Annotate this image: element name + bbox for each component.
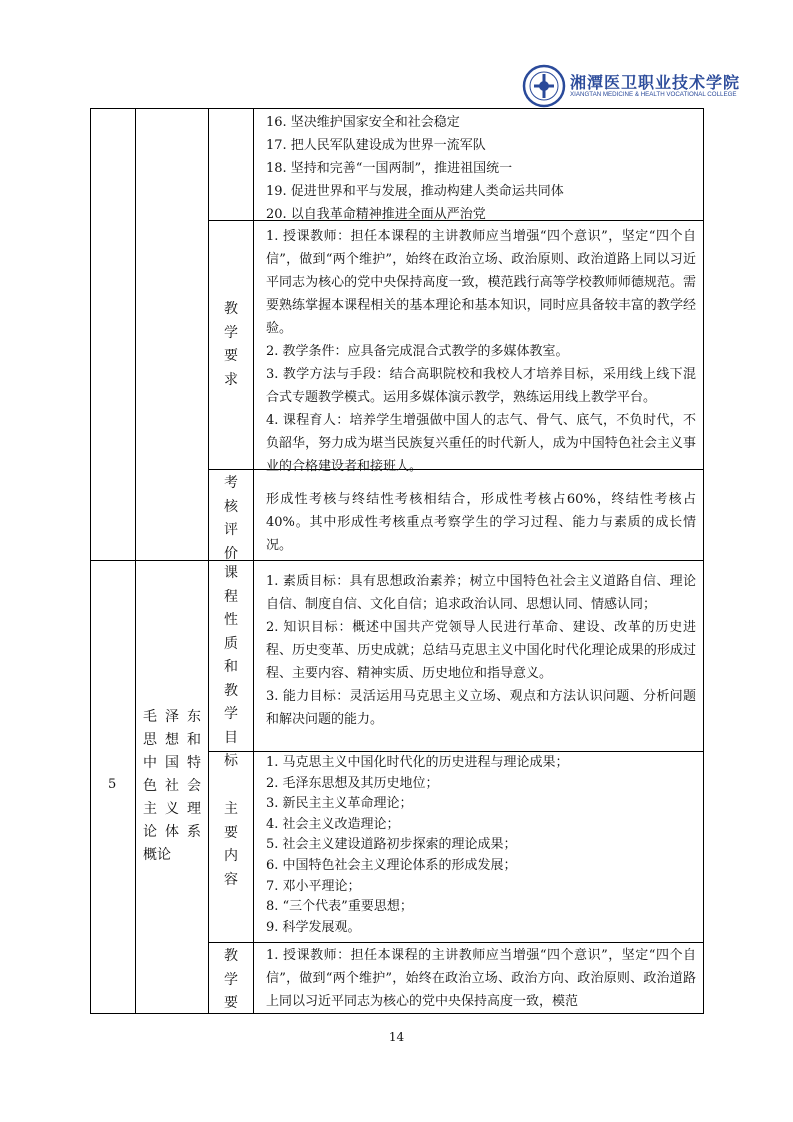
list-item: 18. 坚持和完善“一国两制”，推进祖国统一	[266, 161, 513, 176]
list-item: 3. 新民主主义革命理论；	[266, 796, 413, 812]
list-item: 16. 坚决维护国家安全和社会稳定	[266, 115, 460, 130]
list-item: 8. “三个代表”重要思想；	[266, 899, 413, 915]
school-name-cn: 湘潭医卫职业技术学院	[570, 73, 741, 92]
curriculum-table	[90, 108, 704, 1014]
label-teaching-requirements: 教 学 要 求	[224, 301, 238, 388]
school-logo	[522, 64, 741, 112]
list-item: 19. 促进世界和平与发展，推动构建人类命运共同体	[266, 184, 564, 199]
goal-item: 3. 能力目标：灵活运用马克思主义立场、观点和方法认识问题、分析问题和解决问题的能力。	[266, 689, 696, 727]
list-item: 20. 以自我革命精神推进全面从严治党	[266, 207, 486, 222]
course5-content-list	[266, 753, 696, 938]
goal-item: 2. 知识目标：概述中国共产党领导人民进行革命、建设、改革的历史进程、历史变革、历史成就；总结马克思主义中国化时代化理论成果的形成过程、主要内容、精神实质、历史地位和指导意义。	[266, 620, 696, 681]
school-name-en: XIANGTAN MEDICINE & HEALTH VOCATIONAL COLLEGE	[570, 91, 737, 98]
course-name: 毛泽东 思想和 中国特 色社会 主义理 论体系 概论	[143, 709, 201, 863]
label-assessment: 考 核 评 价	[224, 475, 238, 562]
course-number: 5	[108, 777, 117, 792]
requirement-item: 3. 教学方法与手段：结合高职院校和我校人才培养目标，采用线上线下混合式专题教学模式。运用多媒体演示教学，熟练运用线上教学平台。	[266, 367, 696, 405]
prev-content-list	[266, 111, 696, 226]
list-item: 7. 邓小平理论；	[266, 878, 361, 894]
list-item: 2. 毛泽东思想及其历史地位；	[266, 775, 439, 791]
list-item: 17. 把人民军队建设成为世界一流军队	[266, 138, 486, 153]
page-number: 14	[388, 1030, 405, 1044]
label-teaching-requirements-5: 教 学 要	[224, 948, 238, 1011]
requirement-item: 2. 教学条件：应具备完成混合式教学的多媒体教室。	[266, 344, 569, 359]
prev-assessment: 形成性考核与终结性考核相结合，形成性考核占60%，终结性考核占40%。其中形成性考核重点考察学生的学习过程、能力与素质的成长情况。	[266, 492, 696, 553]
requirement-item: 1. 授课教师：担任本课程的主讲教师应当增强“四个意识”，坚定“四个自信”，做到“两个维护”，始终在政治立场、政治原则、政治道路上同以习近平同志为核心的党中央保持高度一致，模范践行高等学校教师师德规范。需要熟练掌握本课程相关的基本理论和基本知识，同时应具备较丰富的教学经验。	[266, 229, 696, 336]
course5-goals	[266, 570, 696, 731]
requirement-item: 4. 课程育人：培养学生增强做中国人的志气、骨气、底气，不负时代，不负韶华，努力成为堪当民族复兴重任的时代新人，成为中国特色社会主义事业的合格建设者和接班人。	[266, 413, 696, 474]
list-item: 9. 科学发展观。	[266, 919, 361, 935]
prev-requirements	[266, 225, 696, 478]
list-item: 1. 马克思主义中国化时代化的历史进程与理论成果；	[266, 755, 569, 770]
list-item: 4. 社会主义改造理论；	[266, 816, 400, 832]
list-item: 5. 社会主义建设道路初步探索的理论成果；	[266, 837, 517, 853]
label-main-content: 主 要 内 容	[224, 801, 238, 888]
course5-requirements: 1. 授课教师：担任本课程的主讲教师应当增强“四个意识”，坚定“四个自信”，做到“两个维护”，始终在政治立场、政治方向、政治原则、政治道路上同以习近平同志为核心的党中央保持高度一致，模范	[266, 948, 696, 1009]
label-course-goals: 课 程 性 质 和 教 学 目 标	[224, 565, 238, 769]
goal-item: 1. 素质目标：具有思想政治素养；树立中国特色社会主义道路自信、理论自信、制度自信、文化自信；追求政治认同、思想认同、情感认同；	[266, 574, 696, 612]
list-item: 6. 中国特色社会主义理论体系的形成发展；	[266, 857, 517, 873]
school-emblem-icon	[522, 64, 566, 108]
